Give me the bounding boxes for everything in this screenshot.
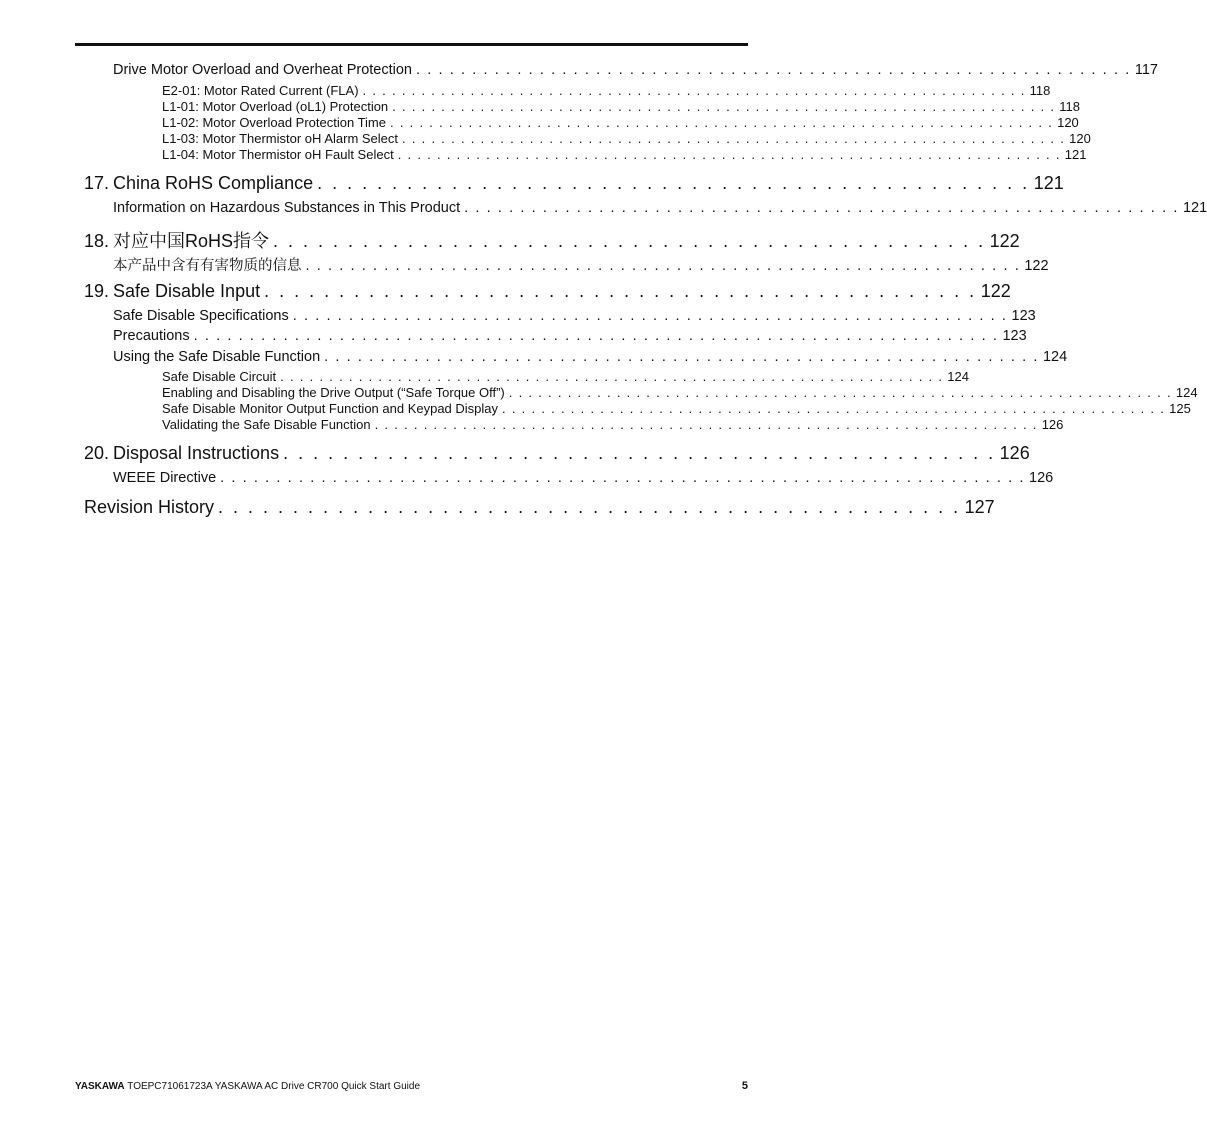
toc-section-title: Revision History xyxy=(84,497,215,517)
toc-entry-title: Precautions xyxy=(113,328,190,344)
section-title-text: China RoHS Compliance xyxy=(113,173,314,193)
footer-doc-title: TOEPC71061723A YASKAWA AC Drive CR700 Quick Start Guide xyxy=(127,1081,420,1092)
toc-entry-title: WEEE Directive xyxy=(113,470,217,486)
dot-leader: . . . . . . . . . . . . . . . . . . . . . . . . . . . . . . . . . . . . . . . . . . . . . . . . . . . . . . . . . . . . . . . . . . . . xyxy=(362,83,1026,98)
toc-entry[interactable] xyxy=(113,328,1027,344)
toc-entry-title: L1-01: Motor Overload (oL1) Protection xyxy=(162,99,389,114)
toc-entry[interactable] xyxy=(113,470,1054,486)
toc-entry-title: L1-02: Motor Overload Protection Time xyxy=(162,115,386,130)
toc-entry-page: 118 xyxy=(1059,99,1080,114)
toc-entry[interactable] xyxy=(162,369,969,384)
toc-entry-title: Safe Disable Specifications xyxy=(113,308,289,324)
toc-entry-title: L1-03: Motor Thermistor oH Alarm Select xyxy=(162,131,399,146)
toc-section-title xyxy=(84,227,269,253)
toc-section[interactable] xyxy=(84,281,1011,302)
toc-section-page: 122 xyxy=(980,281,1011,301)
toc-entry-title: Safe Disable Circuit xyxy=(162,369,277,384)
toc-entry-page: 126 xyxy=(1041,417,1064,432)
section-number: 18. xyxy=(84,231,110,251)
dot-leader: . . . . . . . . . . . . . . . . . . . . . . . . . . . . . . . . . . . . . . . . . . . . . . . . . . . . . . . . . . . . . . . . . . . . xyxy=(397,147,1061,162)
toc-entry-page: 118 xyxy=(1029,83,1051,98)
dot-leader: . . . . . . . . . . . . . . . . . . . . . . . . . . . . . . . . . . . . . . . . . . . . . . . . xyxy=(264,281,977,301)
dot-leader: . . . . . . . . . . . . . . . . . . . . . . . . . . . . . . . . . . . . . . . . . . . . . . . . . . . . . . . . . . . . . . . . xyxy=(305,258,1021,274)
toc-entry-page: 121 xyxy=(1064,147,1087,162)
toc-entry[interactable] xyxy=(113,62,1158,78)
toc-section[interactable] xyxy=(84,173,1064,194)
toc-entry-page: 122 xyxy=(1024,258,1049,274)
toc-entry-title: E2-01: Motor Rated Current (FLA) xyxy=(162,83,359,98)
dot-leader: . . . . . . . . . . . . . . . . . . . . . . . . . . . . . . . . . . . . . . . . . . . . . . . . . . . . . . . . . . . . . . . . . . . . xyxy=(502,401,1166,416)
toc-section[interactable] xyxy=(84,443,1030,464)
toc-entry[interactable] xyxy=(162,99,1080,114)
header-rule xyxy=(75,43,748,46)
section-title-text: Safe Disable Input xyxy=(113,281,261,301)
toc-entry[interactable] xyxy=(162,147,1087,162)
dot-leader: . . . . . . . . . . . . . . . . . . . . . . . . . . . . . . . . . . . . . . . . . . . . . . . . xyxy=(283,443,996,463)
toc-entry-page: 125 xyxy=(1169,401,1191,416)
dot-leader: . . . . . . . . . . . . . . . . . . . . . . . . . . . . . . . . . . . . . . . . . . . . . . . . . . xyxy=(218,497,961,517)
dot-leader: . . . . . . . . . . . . . . . . . . . . . . . . . . . . . . . . . . . . . . . . . . . . . . . . . . . . . . . . . . . . . . . . xyxy=(292,308,1008,324)
toc-section-page: 127 xyxy=(964,497,995,517)
section-number: 17. xyxy=(84,173,110,193)
toc-entry-page: 124 xyxy=(947,369,969,384)
section-title-text: 对应中国RoHS指令 xyxy=(113,231,270,251)
dot-leader: . . . . . . . . . . . . . . . . . . . . . . . . . . . . . . . . . . . . . . . . . . . . . . . . . . . . . . . . . . . . . . . . . . . . . . . . xyxy=(193,328,999,344)
toc-section[interactable] xyxy=(84,497,995,518)
toc-entry-page: 123 xyxy=(1002,328,1027,344)
toc-entry-page: 117 xyxy=(1134,62,1158,78)
toc-entry-title: Information on Hazardous Substances in This Product xyxy=(113,200,461,216)
toc-entry-page: 120 xyxy=(1057,115,1079,130)
toc-entry-page: 124 xyxy=(1042,349,1068,365)
toc-section-page: 126 xyxy=(999,443,1030,463)
dot-leader: . . . . . . . . . . . . . . . . . . . . . . . . . . . . . . . . . . . . . . . . . . . . . . . . . . . . . . . . . . . . . . . . . . . . xyxy=(508,385,1172,400)
toc-entry-title: Validating the Safe Disable Function xyxy=(162,417,371,432)
toc-entry[interactable] xyxy=(113,254,1049,275)
section-title-text: Disposal Instructions xyxy=(113,443,280,463)
toc-entry[interactable] xyxy=(162,385,1198,400)
dot-leader: . . . . . . . . . . . . . . . . . . . . . . . . . . . . . . . . . . . . . . . . . . . . . . . . . . . . . . . . . . . . . . . . . . . . xyxy=(374,417,1038,432)
toc-entry-page: 126 xyxy=(1029,470,1054,486)
toc-section-page: 122 xyxy=(989,231,1020,251)
dot-leader: . . . . . . . . . . . . . . . . . . . . . . . . . . . . . . . . . . . . . . . . . . . . . . . . xyxy=(317,173,1030,193)
toc-entry-title: Safe Disable Monitor Output Function and Keypad Display xyxy=(162,401,499,416)
toc-entry[interactable] xyxy=(162,83,1051,98)
toc-entry-page: 120 xyxy=(1069,131,1091,146)
toc-entry[interactable] xyxy=(162,115,1079,130)
toc-entry[interactable] xyxy=(113,200,1207,216)
footer-document-info xyxy=(75,1081,420,1092)
dot-leader: . . . . . . . . . . . . . . . . . . . . . . . . . . . . . . . . . . . . . . . . . . . . . . . . . . . . . . . . . . . . . . . . xyxy=(324,349,1039,365)
toc-entry[interactable] xyxy=(162,401,1191,416)
dot-leader: . . . . . . . . . . . . . . . . . . . . . . . . . . . . . . . . . . . . . . . . . . . . . . . . . . . . . . . . . . . . . . . . xyxy=(416,62,1131,78)
toc-entry-title: L1-04: Motor Thermistor oH Fault Select xyxy=(162,147,394,162)
toc-section-title xyxy=(84,173,313,194)
toc-entry-page: 124 xyxy=(1175,385,1198,400)
dot-leader: . . . . . . . . . . . . . . . . . . . . . . . . . . . . . . . . . . . . . . . . . . . . . . . . . . . . . . . . . . . . . . . . . . . . xyxy=(390,115,1054,130)
toc-entry-title: Drive Motor Overload and Overheat Protection xyxy=(113,62,412,78)
dot-leader: . . . . . . . . . . . . . . . . . . . . . . . . . . . . . . . . . . . . . . . . . . . . . . . . . . . . . . . . . . . . . . . . . . . . xyxy=(392,99,1056,114)
toc-section-title xyxy=(84,443,279,464)
footer-page-number: 5 xyxy=(741,1080,748,1092)
toc-entry[interactable] xyxy=(162,131,1091,146)
toc-entry[interactable] xyxy=(113,308,1036,324)
dot-leader: . . . . . . . . . . . . . . . . . . . . . . . . . . . . . . . . . . . . . . . . . . . . . . . . xyxy=(273,231,986,251)
dot-leader: . . . . . . . . . . . . . . . . . . . . . . . . . . . . . . . . . . . . . . . . . . . . . . . . . . . . . . . . . . . . . . . . xyxy=(464,200,1179,216)
dot-leader: . . . . . . . . . . . . . . . . . . . . . . . . . . . . . . . . . . . . . . . . . . . . . . . . . . . . . . . . . . . . . . . . . . . . xyxy=(280,369,944,384)
dot-leader: . . . . . . . . . . . . . . . . . . . . . . . . . . . . . . . . . . . . . . . . . . . . . . . . . . . . . . . . . . . . . . . . . . . . . . . . xyxy=(220,470,1026,486)
section-number: 19. xyxy=(84,281,110,301)
toc-entry-page: 121 xyxy=(1182,200,1207,216)
toc-entry-title: Enabling and Disabling the Drive Output (“Safe Torque Off”) xyxy=(162,385,505,400)
section-number: 20. xyxy=(84,443,110,463)
toc-entry[interactable] xyxy=(162,417,1064,432)
toc-entry-page: 123 xyxy=(1011,308,1036,324)
toc-entry-title: Using the Safe Disable Function xyxy=(113,349,321,365)
toc-entry[interactable] xyxy=(113,349,1068,365)
toc-section-title xyxy=(84,281,260,302)
toc-section[interactable] xyxy=(84,227,1020,253)
toc-section-page: 121 xyxy=(1033,173,1064,193)
dot-leader: . . . . . . . . . . . . . . . . . . . . . . . . . . . . . . . . . . . . . . . . . . . . . . . . . . . . . . . . . . . . . . . . . . . . xyxy=(402,131,1066,146)
footer-brand: YASKAWA xyxy=(75,1081,125,1092)
page-footer xyxy=(75,1080,748,1092)
toc-entry-title: 本产品中含有有害物质的信息 xyxy=(113,258,302,274)
